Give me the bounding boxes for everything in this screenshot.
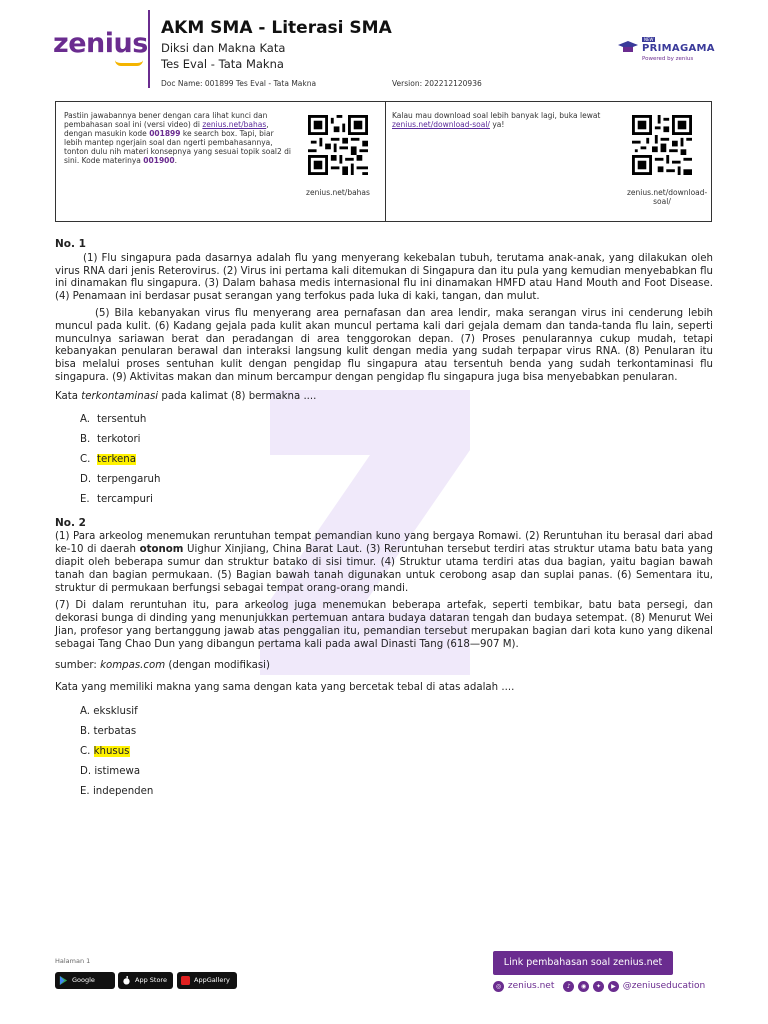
pembahasan-link-button[interactable]: Link pembahasan soal zenius.net [493, 951, 673, 975]
huawei-icon [181, 976, 190, 985]
zenius-logo: zenius [53, 28, 148, 59]
website-link[interactable]: zenius.net [507, 981, 555, 991]
google-play-badge[interactable]: Google Play [55, 972, 115, 989]
reading-paragraph: (1) Para arkeolog menemukan reruntuhan tempat pemandian kuno yang bergaya Romawi. (2) Reruntuhan itu berasal dari abad ke-10 di daerah otonom Uighur Xinjiang, China Barat Laut. (3) Reruntuhan tersebut terdiri atas struktur utama batu bata yang diapit oleh beberapa sumur dan struktur batako di sisi timur. (4) Struktur utama terdiri atas dua bagian, yaitu bagian bawah tanah dan bagian permukaan. (5) Bagian bawah tanah digunakan untuk cerobong asap dan suplai panas. (6) Sementara itu, struktur di permukaan berfungsi sebagai tempat orang-orang mandi. [55, 531, 713, 594]
info-box [55, 101, 712, 222]
social-handle[interactable]: @zeniuseducation [622, 981, 706, 991]
answer-option[interactable]: D. istimewa [80, 766, 141, 778]
question-content [55, 238, 713, 805]
answer-option[interactable]: A. tersentuh [80, 413, 147, 425]
answer-option[interactable]: A. eksklusif [80, 706, 138, 718]
question-number: No. 2 [55, 516, 86, 529]
answer-option[interactable]: B. terbatas [80, 726, 137, 738]
primagama-logo: NEW PRIMAGAMA Powered by zenius [618, 38, 728, 68]
instagram-icon[interactable]: ◉ [578, 981, 589, 992]
question-code: 001899 [149, 129, 181, 138]
tiktok-icon[interactable]: ♪ [563, 981, 574, 992]
answer-option[interactable]: E. independen [80, 786, 154, 798]
page-title: AKM SMA - Literasi SMA [161, 18, 392, 38]
doc-version: Version: 202212120936 [392, 79, 482, 88]
qr-code-icon[interactable] [308, 115, 368, 175]
doc-name: Doc Name: 001899 Tes Eval - Tata Makna [161, 79, 317, 88]
material-code: 001900 [143, 156, 175, 165]
answer-option[interactable]: D. terpengaruh [80, 473, 161, 485]
bahas-qr-caption: zenius.net/bahas [306, 188, 370, 197]
youtube-icon[interactable]: ▶ [608, 981, 619, 992]
topic-subtitle: Diksi dan Makna Kata [161, 41, 286, 55]
page-header [0, 0, 768, 98]
page-number: Halaman 1 [55, 957, 91, 965]
apple-icon [122, 976, 131, 985]
info-left-text: Pastiin jawabannya bener dengan cara lihat kunci dan pembahasan soal ini (versi video) di zenius.net/bahas, dengan masukin kode 001899 ke search box. Tapi, biar lebih mantep ngerjain soal dan ngerti pembahasannya, tonton dulu nih materi konsepnya yang sesuai topik soal2 di sini. Kode materinya 001900. [64, 111, 291, 165]
download-soal-link[interactable]: zenius.net/download-soal/ [392, 120, 490, 129]
bahas-link[interactable]: zenius.net/bahas [202, 120, 267, 129]
question-number: No. 1 [55, 238, 86, 250]
reading-paragraph: (7) Di dalam reruntuhan itu, para arkeolog juga menemukan beberapa artefak, seperti tembikar, batu bata persegi, dan dekorasi bunga di dinding yang menunjukkan pertemuan antara budaya dataran tengah dan budaya setempat. (8) Menurut Wei Jian, profesor yang bertanggung jawab atas penggalian itu, pemandian tersebut merupakan bagian dari kota kuno yang dikenal sebagai Tang Chao Dun yang dibangun pertama kali pada awal Dinasti Tang (618—907 M). [55, 600, 713, 650]
globe-icon: ◎ [493, 981, 504, 992]
header-divider [148, 10, 150, 88]
answer-option[interactable]: B. terkotori [80, 433, 141, 445]
answer-options [80, 705, 713, 805]
test-subtitle: Tes Eval - Tata Makna [161, 57, 284, 71]
source-citation: sumber: kompas.com (dengan modifikasi) [55, 659, 270, 671]
answer-option-highlighted[interactable]: C. khusus [80, 746, 130, 758]
answer-option[interactable]: E. tercampuri [80, 493, 153, 505]
answer-option-highlighted[interactable]: C. terkena [80, 453, 136, 465]
question-text: Kata yang memiliki makna yang sama dengan kata yang bercetak tebal di atas adalah .... [55, 682, 515, 694]
app-store-badge[interactable]: App Store [118, 972, 173, 989]
qr-code-icon[interactable] [632, 115, 692, 175]
reading-paragraph: (5) Bila kebanyakan virus flu menyerang area pernafasan dan area lendir, maka serangan virus ini cenderung lebih muncul pada kulit. (6) Kadang gejala pada kulit akan muncul pertama kali dari gejala demam dan tanda-tanda flu lain, seperti munculnya sariawan berat dan peradangan di area tenggorokan depan. (7) Proses penularannya cukup mudah, tetapi kebanyakan penularan berawal dan interaksi langsung kulit dengan media yang sudah terpapar virus RNA. (8) Penularan itu bisa melalui proses sentuhan kulit dengan pengidap flu singapura atau tersentuh benda yang sudah terkontaminasi flu singapura. (9) Aktivitas makan dan minum bercampur dengan pengidap flu singapura juga bisa menyebabkan penularan. [55, 307, 713, 383]
social-links [493, 980, 713, 992]
app-gallery-badge[interactable]: AppGallery [177, 972, 237, 989]
answer-options [80, 413, 713, 513]
reading-paragraph: (1) Flu singapura pada dasarnya adalah flu yang menyerang kekebalan tubuh, terutama anak-anak, yang dilakukan oleh virus RNA dari jenis Reterovirus. (2) Virus ini pertama kali ditemukan di Singapura dan itu pula yang kemudian menyebabkan flu ini dinamakan flu singapura. (3) Dalam bahasa medis internasional flu ini dinamakan HMFD atau Hand Mouth and Foot Disease. (4) Penamaan ini berdasar pusat serangan yang terfokus pada luka di kaki, tangan, dan mulut. [55, 252, 713, 303]
google-play-icon [59, 976, 68, 985]
download-qr-caption: zenius.net/download-soal/ [627, 188, 708, 206]
graduation-cap-icon [618, 40, 638, 54]
twitter-icon[interactable]: ✦ [593, 981, 604, 992]
info-right-text: Kalau mau download soal lebih banyak lagi, buka lewat zenius.net/download-soal/ ya! [392, 111, 601, 129]
question-text: Kata terkontaminasi pada kalimat (8) bermakna .... [55, 390, 317, 402]
